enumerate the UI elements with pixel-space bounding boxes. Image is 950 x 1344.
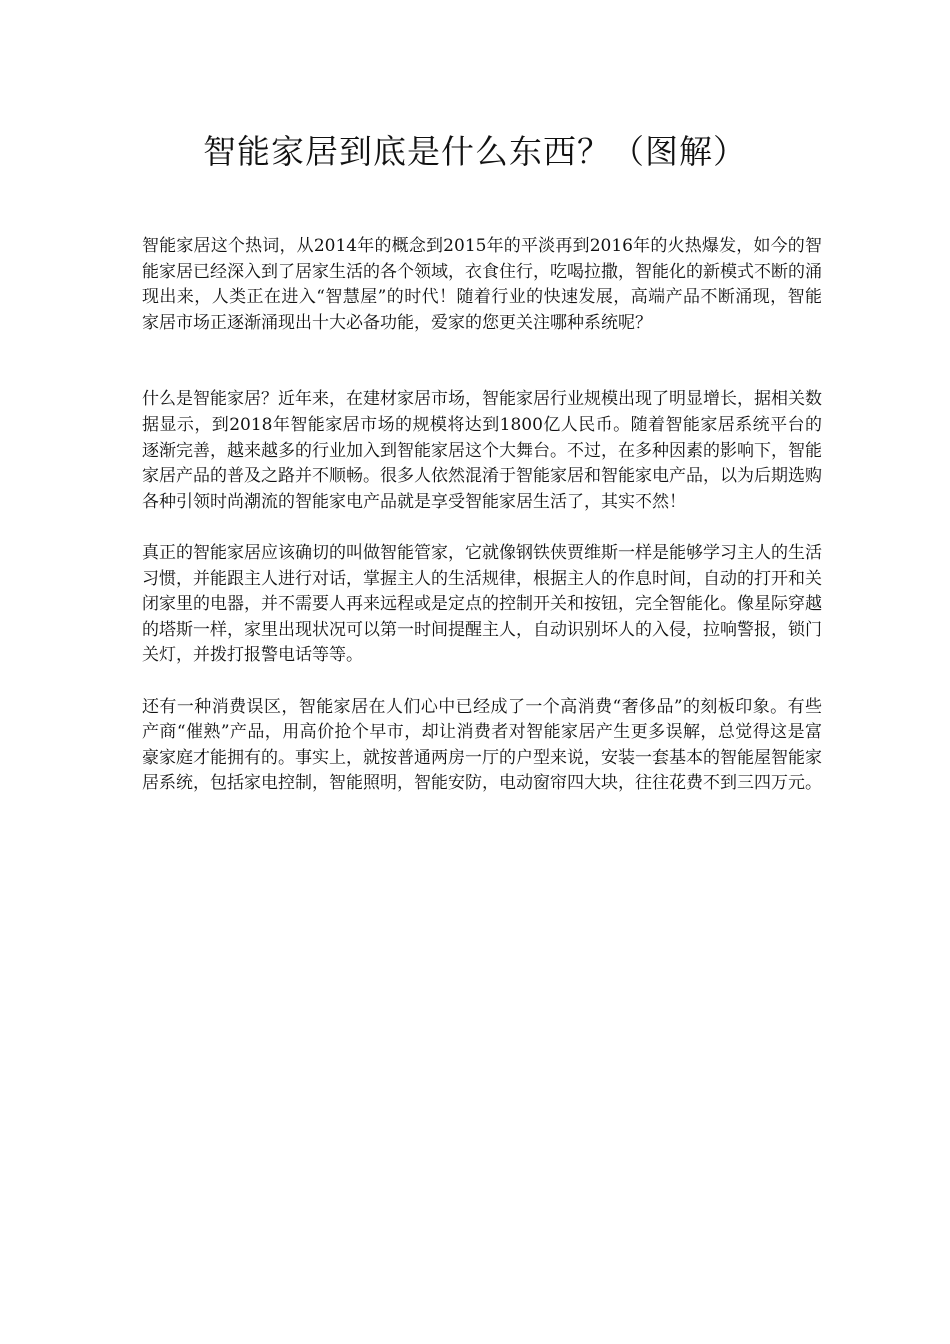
paragraph-intro: 智能家居这个热词，从2014年的概念到2015年的平淡再到2016年的火热爆发，如今的智能家居已经深入到了居家生活的各个领域，衣食住行，吃喝拉撒，智能化的新模式不断的涌现出来，人类正在进入“智慧屋”的时代！随着行业的快速发展，高端产品不断涌现，智能家居市场正逐渐涌现出十大必备功能，爱家的您更关注哪种系统呢？ [142,236,822,333]
document-title: 智能家居到底是什么东西？（图解） [203,132,747,171]
paragraph-consumer-misconception: 还有一种消费误区，智能家居在人们心中已经成了一个高消费“奢侈品”的刻板印象。有些产商“催熟”产品，用高价抢个早市，却让消费者对智能家居产生更多误解，总觉得这是富豪家庭才能拥有的。事实上，就按普通两房一厅的户型来说，安装一套基本的智能屋智能家居系统，包括家电控制，智能照明，智能安防，电动窗帘四大块，往往花费不到三四万元。 [142,696,822,794]
paragraph-smart-butler: 真正的智能家居应该确切的叫做智能管家，它就像钢铁侠贾维斯一样是能够学习主人的生活习惯，并能跟主人进行对话，掌握主人的生活规律，根据主人的作息时间，自动的打开和关闭家里的电器，并不需要人再来远程或是定点的控制开关和按钮，完全智能化。像星际穿越的塔斯一样，家里出现状况可以第一时间提醒主人，自动识别坏人的入侵，拉响警报，锁门关灯，并拨打报警电话等等。 [142,542,822,666]
paragraph-what-is-smart-home: 什么是智能家居？近年来，在建材家居市场，智能家居行业规模出现了明显增长，据相关数据显示，到2018年智能家居市场的规模将达到1800亿人民币。随着智能家居系统平台的逐渐完善，越来越多的行业加入到智能家居这个大舞台。不过，在多种因素的影响下，智能家居产品的普及之路并不顺畅。很多人依然混淆于智能家居和智能家电产品，以为后期选购各种引领时尚潮流的智能家电产品就是享受智能家居生活了，其实不然！ [142,389,822,512]
document-body [142,234,822,797]
